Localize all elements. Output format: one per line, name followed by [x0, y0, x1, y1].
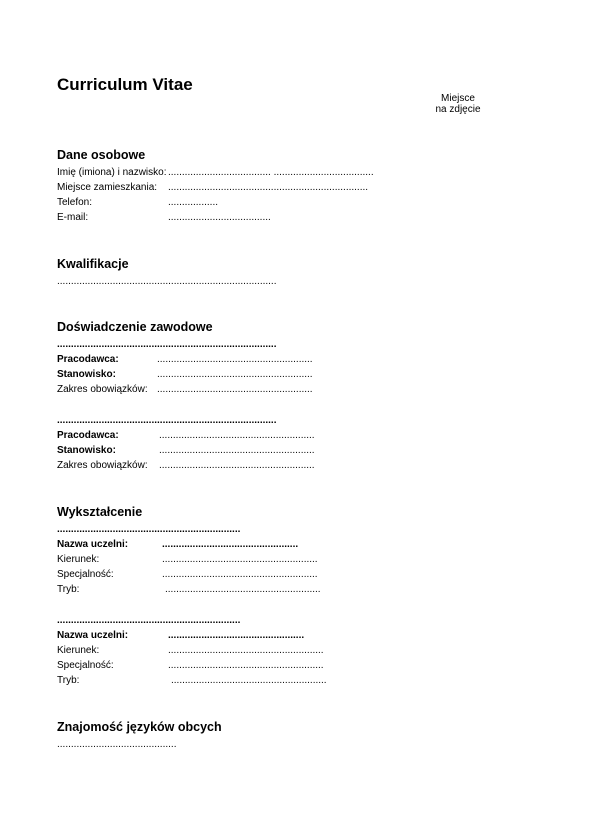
education-2-field-label: Kierunek:: [57, 645, 100, 656]
email-field[interactable]: .....................................: [168, 212, 271, 223]
experience-1-employer-field[interactable]: ........................................................: [157, 354, 313, 365]
education-1-spec-label: Specjalność:: [57, 569, 114, 580]
experience-2-duties-field[interactable]: ........................................................: [159, 460, 315, 471]
education-2-field-field[interactable]: ........................................................: [168, 645, 324, 656]
section-heading-experience: Doświadczenie zawodowe: [57, 320, 213, 334]
education-2-school-field[interactable]: .................................................: [168, 630, 305, 641]
education-1-spec-field[interactable]: ........................................................: [162, 569, 318, 580]
experience-1-position-label: Stanowisko:: [57, 369, 116, 380]
page-title: Curriculum Vitae: [57, 75, 193, 94]
name-field[interactable]: ..................................... ....................................: [168, 167, 374, 178]
photo-label-line2: na zdjęcie: [435, 104, 481, 115]
education-2-mode-label: Tryb:: [57, 675, 80, 686]
photo-label-line1: Miejsce: [441, 93, 475, 104]
section-heading-personal: Dane osobowe: [57, 148, 146, 162]
education-1-field-field[interactable]: ........................................................: [162, 554, 318, 565]
experience-2-employer-field[interactable]: ........................................................: [159, 430, 315, 441]
phone-field[interactable]: ..................: [168, 197, 219, 208]
education-1-mode-field[interactable]: ........................................................: [165, 584, 321, 595]
education-1-period-field[interactable]: ..................................................................: [57, 524, 241, 535]
experience-2-duties-label: Zakres obowiązków:: [57, 460, 148, 471]
education-2-mode-field[interactable]: ........................................................: [171, 675, 327, 686]
section-heading-qualifications: Kwalifikacje: [57, 257, 129, 271]
experience-2-position-label: Stanowisko:: [57, 445, 116, 456]
experience-1-company-field[interactable]: ...............................................................................: [57, 339, 277, 350]
education-1-mode-label: Tryb:: [57, 584, 80, 595]
section-heading-education: Wykształcenie: [57, 505, 143, 519]
phone-label: Telefon:: [57, 197, 93, 208]
name-label: Imię (imiona) i nazwisko:: [57, 167, 167, 178]
education-1-school-field[interactable]: .................................................: [162, 539, 299, 550]
education-1-field-label: Kierunek:: [57, 554, 100, 565]
address-field[interactable]: ........................................................................: [168, 182, 369, 193]
qualifications-field[interactable]: ...............................................................................: [57, 276, 277, 287]
experience-1-duties-label: Zakres obowiązków:: [57, 384, 148, 395]
education-2-spec-field[interactable]: ........................................................: [168, 660, 324, 671]
experience-2-employer-label: Pracodawca:: [57, 430, 119, 441]
languages-field[interactable]: ...........................................: [57, 739, 177, 750]
experience-2-company-field[interactable]: ...............................................................................: [57, 415, 277, 426]
education-2-school-label: Nazwa uczelni:: [57, 630, 129, 641]
education-2-period-field[interactable]: ..................................................................: [57, 615, 241, 626]
address-label: Miejsce zamieszkania:: [57, 182, 158, 193]
experience-1-employer-label: Pracodawca:: [57, 354, 119, 365]
photo-placeholder: [428, 93, 488, 115]
section-heading-languages: Znajomość języków obcych: [57, 720, 222, 734]
education-1-school-label: Nazwa uczelni:: [57, 539, 129, 550]
experience-1-position-field[interactable]: ........................................................: [157, 369, 313, 380]
email-label: E-mail:: [57, 212, 89, 223]
experience-2-position-field[interactable]: ........................................................: [159, 445, 315, 456]
experience-1-duties-field[interactable]: ........................................................: [157, 384, 313, 395]
education-2-spec-label: Specjalność:: [57, 660, 114, 671]
